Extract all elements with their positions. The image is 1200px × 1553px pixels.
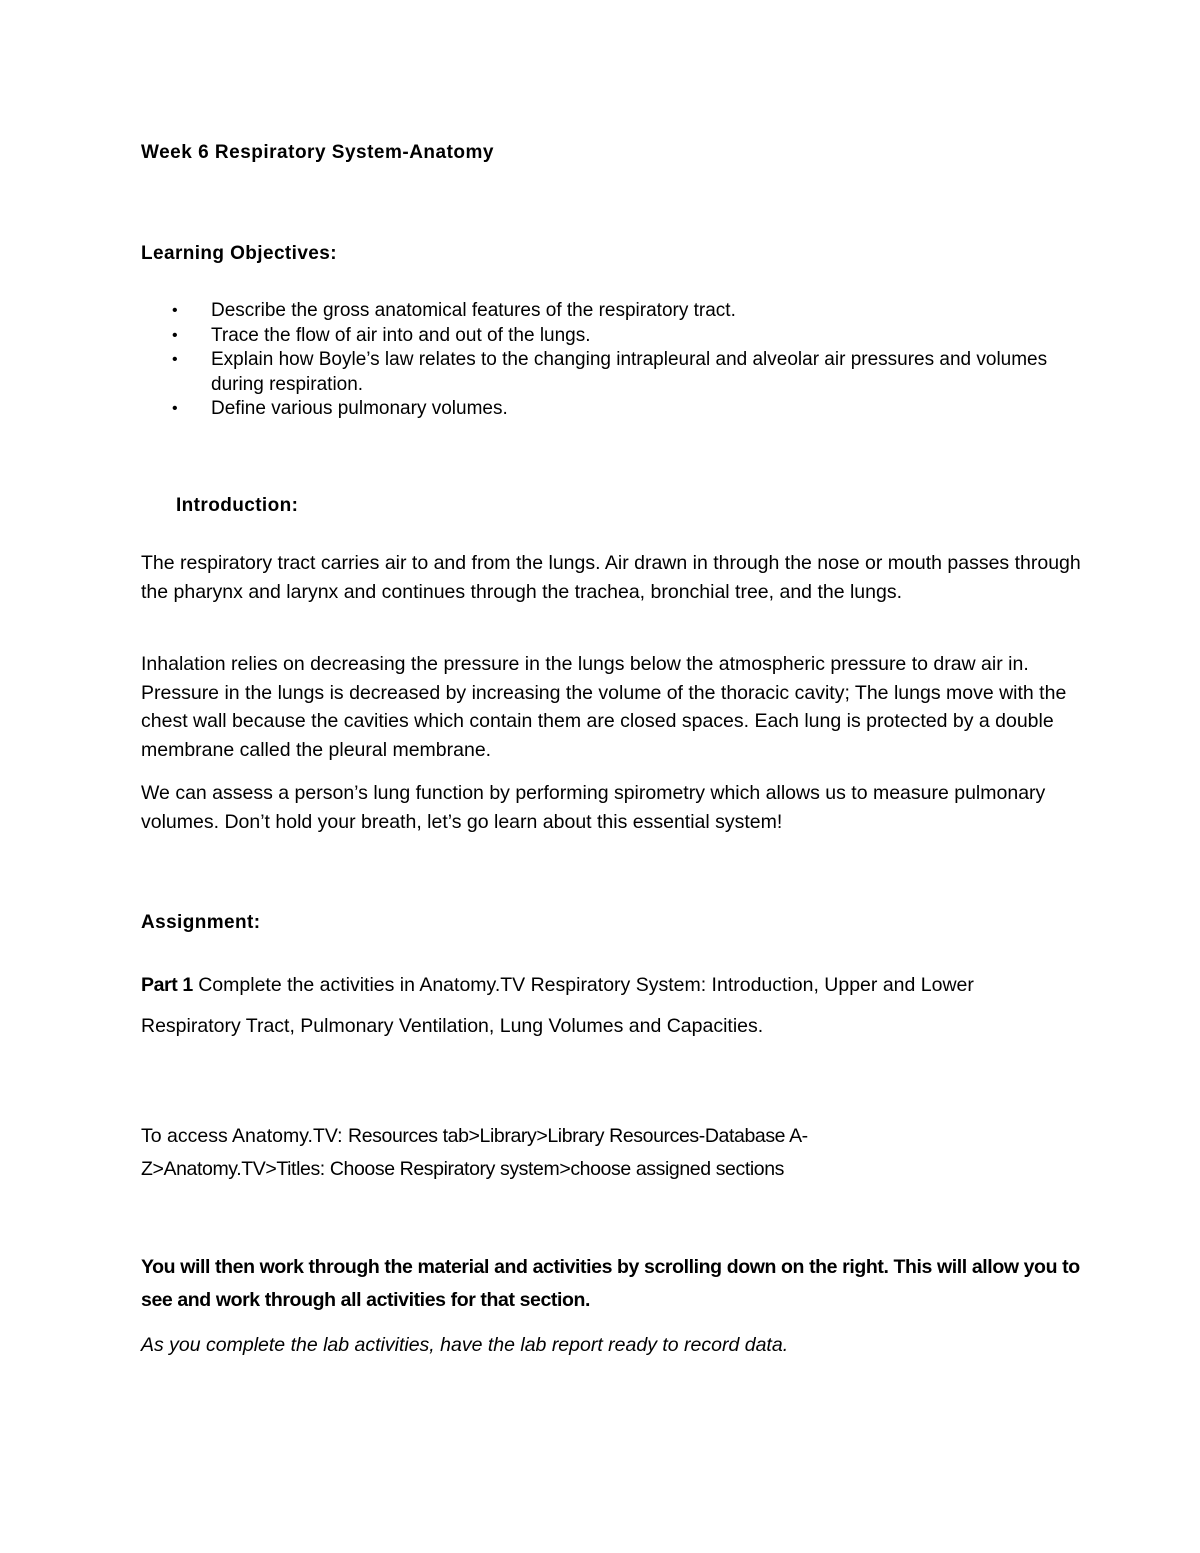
- list-item: [172, 299, 1072, 324]
- part-1-paragraph: [141, 965, 1041, 1047]
- access-path: Resources tab>Library>Library Resources-Database A-Z>Anatomy.TV>Titles: Choose Respiratory system>choose assigned sections: [141, 1125, 808, 1180]
- objective-text: Trace the flow of air into and out of the lungs.: [211, 324, 591, 346]
- access-instructions: [141, 1120, 921, 1186]
- bullet-icon: •: [172, 302, 178, 319]
- objective-text: Define various pulmonary volumes.: [211, 398, 508, 420]
- list-item: [172, 348, 1072, 397]
- list-item: [172, 397, 1072, 422]
- bullet-icon: •: [172, 351, 178, 369]
- bullet-icon: •: [172, 400, 178, 418]
- list-item: [172, 324, 1072, 349]
- objective-text: Describe the gross anatomical features of the respiratory tract.: [211, 300, 736, 321]
- objective-text: Explain how Boyle’s law relates to the changing intrapleural and alveolar air pressures and volumes during respiration.: [211, 349, 1048, 395]
- closing-note: As you complete the lab activities, have the lab report ready to record data.: [141, 1334, 789, 1356]
- intro-paragraph-2: Inhalation relies on decreasing the pressure in the lungs below the atmospheric pressure to draw air in. Pressure in the lungs is decreased by increasing the volume of the thoracic cavity; The lungs move with the chest wall because the cavities which contain them are closed spaces. Each lung is protected by a double membrane called the pleural membrane.: [141, 653, 1067, 761]
- work-instructions: You will then work through the material and activities by scrolling down on the right. This will allow you to see and work through all activities for that section.: [141, 1256, 1080, 1311]
- bullet-icon: •: [172, 326, 178, 344]
- document-title: Week 6 Respiratory System-Anatomy: [141, 142, 494, 163]
- part-label: Part 1: [141, 974, 193, 996]
- intro-paragraph-3: We can assess a person’s lung function by performing spirometry which allows us to measure pulmonary volumes. Don’t hold your breath, let’s go learn about this essential system!: [141, 782, 1046, 833]
- access-label: To access Anatomy.TV:: [141, 1125, 343, 1147]
- part-text: Complete the activities in Anatomy.TV Respiratory System: Introduction, Upper and Lower Respiratory Tract, Pulmonary Ventilation, Lung Volumes and Capacities.: [141, 974, 974, 1037]
- introduction-heading: Introduction:: [176, 495, 299, 516]
- learning-objectives-heading: Learning Objectives:: [141, 243, 337, 264]
- intro-paragraph-1: The respiratory tract carries air to and from the lungs. Air drawn in through the nose or mouth passes through the pharynx and larynx and continues through the trachea, bronchial tree, and the lungs.: [141, 552, 1081, 603]
- assignment-heading: Assignment:: [141, 912, 261, 933]
- learning-objectives-list: [172, 299, 1072, 422]
